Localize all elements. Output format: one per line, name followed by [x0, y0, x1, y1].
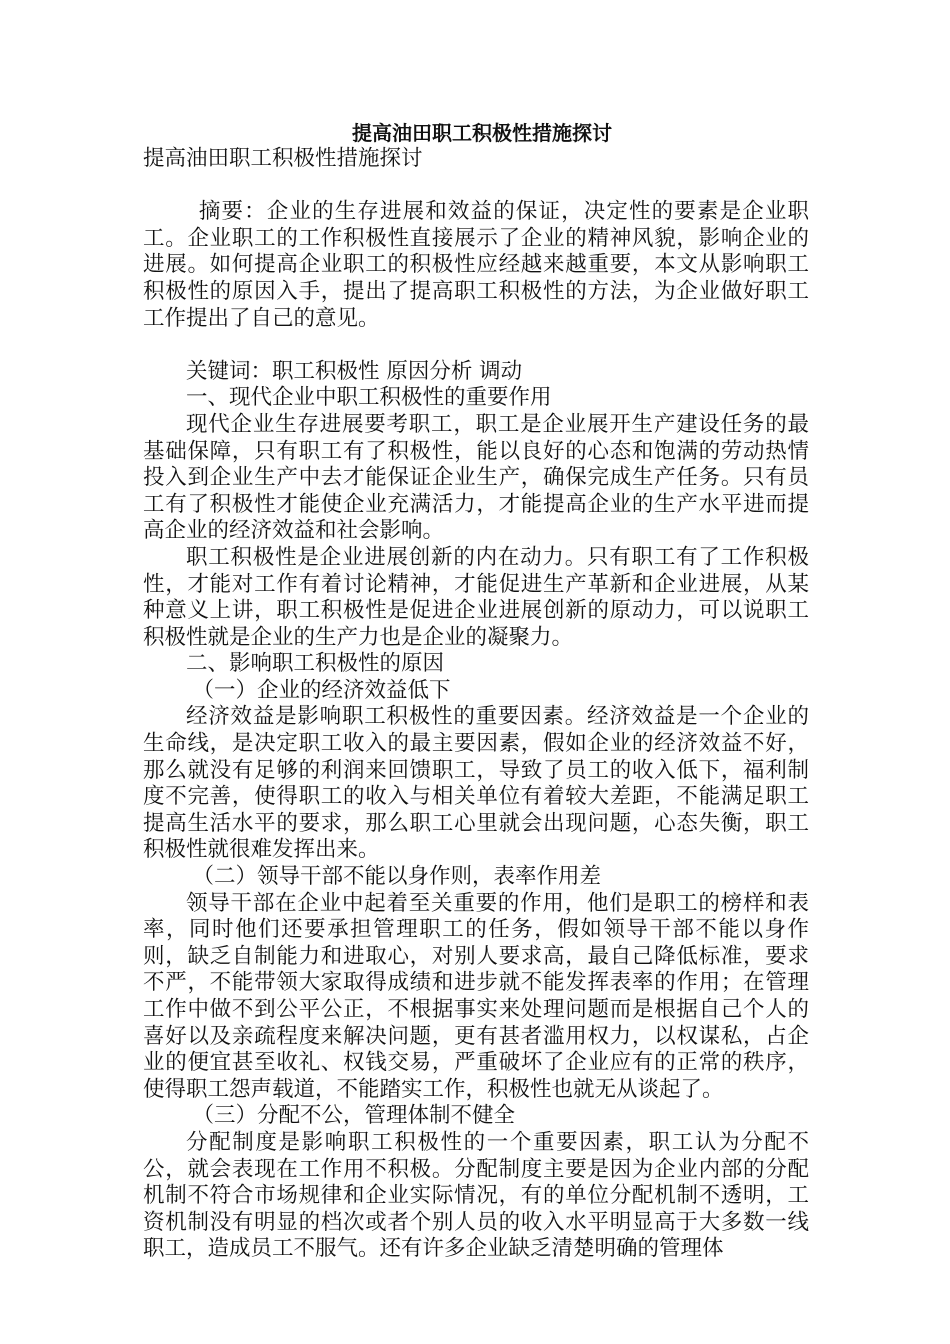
- blank-line: [143, 173, 809, 200]
- body-paragraph: 现代企业生存进展要考职工，职工是企业展开生产建设任务的最基础保障，只有职工有了积极性，能以良好的心态和饱满的劳动热情投入到企业生产中去才能保证企业生产，确保完成生产任务。只有员工有了积极性才能使企业充满活力，才能提高企业的生产水平进而提高企业的经济效益和社会影响。: [143, 411, 809, 544]
- body-paragraph: 职工积极性是企业进展创新的内在动力。只有职工有了工作积极性，才能对工作有着讨论精神，才能促进生产革新和企业进展，从某种意义上讲，职工积极性是促进企业进展创新的原动力，可以说职工积极性就是企业的生产力也是企业的凝聚力。: [143, 544, 809, 650]
- subsection-heading: （三）分配不公，管理体制不健全: [192, 1103, 515, 1129]
- body-paragraph: 领导干部在企业中起着至关重要的作用，他们是职工的榜样和表率，同时他们还要承担管理职工的任务，假如领导干部不能以身作则，缺乏自制能力和进取心，对别人要求高，最自己降低标准，要求不严，不能带领大家取得成绩和进步就不能发挥表率的作用；在管理工作中做不到公平公正，不根据事实来处理问题而是根据自己个人的喜好以及亲疏程度来解决问题，更有甚者滥用权力，以权谋私，占企业的便宜甚至收礼、权钱交易，严重破坏了企业应有的正常的秩序，使得职工怨声载道，不能踏实工作，积极性也就无从谈起了。: [143, 890, 809, 1102]
- abstract-paragraph: 摘要：企业的生存进展和效益的保证，决定性的要素是企业职工。企业职工的工作积极性直接展示了企业的精神风貌，影响企业的进展。如何提高企业职工的积极性应经越来越重要，本文从影响职工积极性的原因入手，提出了提高职工积极性的方法，为企业做好职工工作提出了自己的意见。: [143, 199, 809, 331]
- blank-line: [143, 332, 809, 359]
- section-heading: 二、影响职工积极性的原因: [186, 651, 445, 677]
- body-paragraph: 分配制度是影响职工积极性的一个重要因素，职工认为分配不公，就会表现在工作用不积极。分配制度主要是因为企业内部的分配机制不符合市场规律和企业实际情况，有的单位分配机制不透明，工资机制没有明显的档次或者个别人员的收入水平明显高于大多数一线职工，造成员工不服气。还有许多企业缺乏清楚明确的管理体: [143, 1129, 809, 1262]
- body-paragraph: 经济效益是影响职工积极性的重要因素。经济效益是一个企业的生命线，是决定职工收入的最主要因素，假如企业的经济效益不好，那么就没有足够的利润来回馈职工，导致了员工的收入低下，福利制度不完善，使得职工的收入与相关单位有着较大差距，不能满足职工提高生活水平的要求，那么职工心里就会出现问题，心态失衡，职工积极性就很难发挥出来。: [143, 704, 809, 863]
- section-heading: 一、现代企业中职工积极性的重要作用: [186, 385, 552, 411]
- document-title: 提高油田职工积极性措施探讨: [352, 121, 612, 145]
- document-subtitle: 提高油田职工积极性措施探讨: [143, 146, 423, 171]
- document-body: [143, 120, 809, 1263]
- subsection-heading: （二）领导干部不能以身作则，表率作用差: [192, 864, 601, 890]
- subsection-heading: （一）企业的经济效益低下: [192, 677, 451, 703]
- keywords-line: 关键词：职工积极性 原因分析 调动: [186, 358, 523, 384]
